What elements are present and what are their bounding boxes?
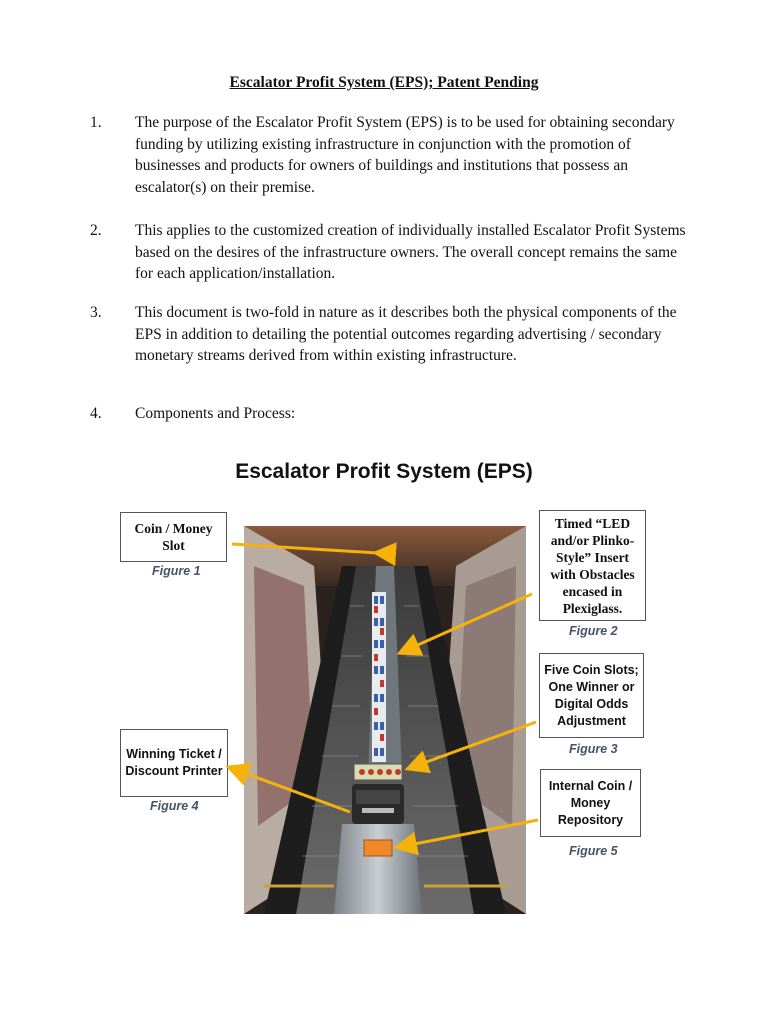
document-title: Escalator Profit System (EPS); Patent Pending bbox=[229, 74, 539, 91]
list-item-2 bbox=[90, 220, 690, 285]
figure-3-caption: Figure 3 bbox=[569, 742, 618, 756]
figure-2-caption: Figure 2 bbox=[569, 624, 618, 638]
list-item-4 bbox=[90, 403, 690, 425]
callout-plinko-insert bbox=[539, 510, 646, 621]
item-number: 4. bbox=[90, 405, 102, 422]
list-item-1 bbox=[90, 112, 690, 198]
callout-coin-repository bbox=[540, 769, 641, 837]
callout-coin-money-slot bbox=[120, 512, 227, 562]
item-number: 3. bbox=[90, 304, 102, 321]
callout-five-coin-slots bbox=[539, 653, 644, 738]
item-text: This applies to the customized creation of individually installed Escalator Profit Systems based on the desires of the infrastructure owners. The overall concept remains the same for each application/installation. bbox=[135, 222, 686, 282]
escalator-photo-illustration bbox=[244, 526, 526, 914]
item-text: The purpose of the Escalator Profit System (EPS) is to be used for obtaining secondary funding by utilizing existing infrastructure in conjunction with the promotion of businesses and products for owners of buildings and institutions that possess an escalator(s) on their premise. bbox=[135, 114, 675, 196]
callout-text: Internal Coin / Money Repository bbox=[548, 778, 633, 827]
item-text: Components and Process: bbox=[135, 405, 296, 422]
callout-ticket-printer bbox=[120, 729, 228, 797]
item-number: 2. bbox=[90, 222, 102, 239]
callout-text: Five Coin Slots; One Winner or Digital Odds Adjustment bbox=[544, 662, 639, 728]
figure-5-caption: Figure 5 bbox=[569, 844, 618, 858]
figure-4-caption: Figure 4 bbox=[150, 799, 199, 813]
escalator-photo bbox=[244, 526, 526, 914]
callout-text: Coin / Money Slot bbox=[134, 521, 213, 553]
list-item-3 bbox=[90, 302, 690, 367]
figure-title: Escalator Profit System (EPS) bbox=[235, 460, 533, 483]
callout-text: Winning Ticket / Discount Printer bbox=[125, 747, 223, 778]
item-number: 1. bbox=[90, 114, 102, 131]
figure-1-caption: Figure 1 bbox=[152, 564, 201, 578]
item-text: This document is two-fold in nature as it describes both the physical components of the EPS in addition to detailing the potential outcomes regarding advertising / secondary monetary streams derived from within existing infrastructure. bbox=[135, 304, 677, 364]
callout-text: Timed “LED and/or Plinko-Style” Insert with Obstacles encased in Plexiglass. bbox=[550, 515, 635, 616]
